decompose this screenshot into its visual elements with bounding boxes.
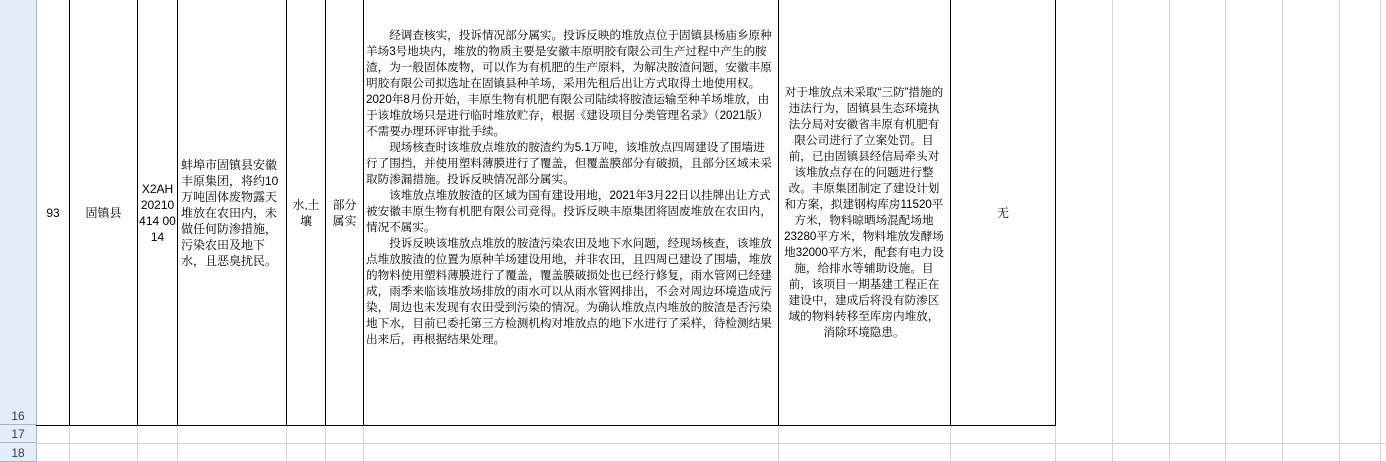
investigation-paragraph-3: 该堆放点堆放胺渣的区域为国有建设用地，2021年3月22日以挂牌出让方式被安徽丰原生物有机肥有限公司竞得。投诉反映丰原集团将固废堆放在农田内，情况不属实。	[366, 189, 772, 234]
handling-text: 对于堆放点未采取“三防”措施的违法行为，固镇县生态环境执法分局对安徽省丰原有机肥有限公司进行了立案处罚。目前，已由固镇县经信局牵头对该堆放点存在的问题进行整改。丰原集团制定了建设计划和方案，拟建钢构库房11520平方米，物料晾晒场混配场地23280平方米，物料堆放发酵场地32000平方米，配套有电力设施，给排水等辅助设施。目前，该项目一期基建工程正在建设中，建成后将没有防渗区域的物料转移至库房内堆放，消除环境隐患。	[784, 85, 944, 339]
cell-case-id[interactable]: X2AH20210414 0014	[139, 181, 176, 244]
investigation-paragraph-4: 投诉反映该堆放点堆放的胺渣污染农田及地下水问题，经现场核查，该堆放点堆放胺渣的位置为原种羊场建设用地，并非农田，且四周已建设了围墙，堆放的物料使用塑料薄膜进行了覆盖，覆盖膜破损处也已经行修复，雨水管网已经建成，雨季来临该堆放场排放的雨水可以从雨水管网排出，不会对周边环境造成污染，周边也未发现有农田受到污染的情况。为确认堆放点内堆放的胺渣是否污染地下水，目前已委托第三方检测机构对堆放点的地下水进行了采样，待检测结果出来后，再根据结果处理。	[366, 237, 772, 346]
category-text: 水,土壤	[292, 197, 320, 228]
cell-accountability[interactable]: 无	[996, 205, 1009, 220]
investigation-paragraph-2: 现场核查时该堆放点堆放的胺渣约为5.1万吨，该堆放点四周建设了围墙进行了围挡，并使用塑料薄膜进行了覆盖，但覆盖膜部分有破损，且部分区域未采取防渗漏措施。投诉反映情况部分属实。	[366, 141, 772, 186]
row-header-16[interactable]: 16	[0, 0, 36, 425]
cell-verdict[interactable]	[326, 0, 363, 425]
investigation-paragraph-1: 经调查核实，投诉情况部分属实。投诉反映的堆放点位于固镇县杨庙乡原种羊场3号地块内，堆放的物质主要是安徽丰原明胶有限公司生产过程中产生的胺渣，为一般固体废物，可以作为有机肥的生产原料，为解决胺渣问题，安徽丰原明胶有限公司拟选址在固镇县种羊场，采用先租后出让方式取得土地使用权。2020年8月份开始，丰原生物有机肥有限公司陆续将胺渣运输至种羊场堆放，由于该堆放场只是进行临时堆放贮存，根据《建设项目分类管理名录》（2021版）不需要办理环评审批手续。	[366, 29, 772, 138]
cell-complaint[interactable]	[178, 0, 286, 425]
cell-category[interactable]	[287, 0, 325, 425]
cell-seq[interactable]: 93	[46, 205, 60, 220]
verdict-text: 部分属实	[332, 197, 357, 228]
complaint-text: 蚌埠市固镇县安徽丰原集团，将约10万吨固体废物露天堆放在农田内，未做任何防渗措施，污染农田及地下水，且恶臭扰民。	[181, 157, 279, 268]
cell-handling[interactable]	[780, 0, 948, 425]
cell-investigation[interactable]	[366, 28, 774, 423]
cell-county[interactable]: 固镇县	[85, 205, 122, 220]
row-header-18[interactable]: 18	[0, 443, 36, 462]
row-header-17[interactable]: 17	[0, 425, 36, 443]
